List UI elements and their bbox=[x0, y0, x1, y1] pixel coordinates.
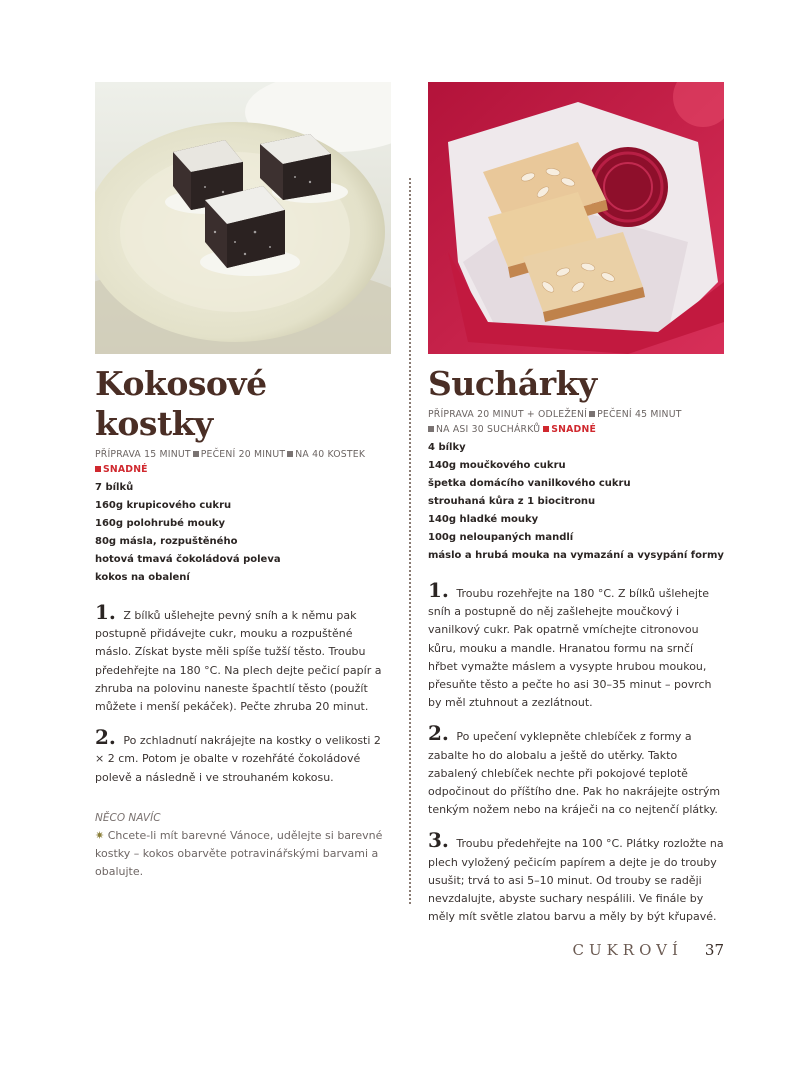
ingredient-item: 160g polohrubé mouky bbox=[95, 518, 226, 529]
ingredient-item: špetka domácího vanilkového cukru bbox=[428, 478, 631, 489]
section-name: CUKROVÍ bbox=[572, 941, 683, 959]
recipe-sucharky bbox=[428, 82, 724, 926]
separator-square-icon bbox=[428, 426, 434, 432]
ingredient-item: kokos na obalení bbox=[95, 572, 190, 583]
step bbox=[95, 725, 391, 787]
ingredient-item: hotová tmavá čokoládová poleva bbox=[95, 554, 281, 565]
difficulty: SNADNÉ bbox=[551, 424, 597, 435]
ingredient-item: 140g hladké mouky bbox=[428, 514, 539, 525]
step-number: 3. bbox=[428, 828, 449, 853]
step-text: Po zchladnutí nakrájejte na kostky o velikosti 2 × 2 cm. Potom je obalte v rozehřáté čokoládové polevě a následně i ve strouhaném kokosu. bbox=[95, 734, 381, 784]
coconut-cubes-photo bbox=[95, 82, 391, 354]
step bbox=[428, 721, 724, 819]
ingredient-item: 160g krupicového cukru bbox=[95, 500, 232, 511]
recipe-meta bbox=[428, 407, 724, 437]
recipe-meta bbox=[95, 447, 391, 477]
separator-square-icon bbox=[287, 451, 293, 457]
page-footer bbox=[572, 940, 724, 959]
ingredient-item: máslo a hrubá mouka na vymazání a vysypání formy bbox=[428, 550, 724, 561]
yield: NA 40 KOSTEK bbox=[295, 449, 366, 460]
tip-body bbox=[95, 827, 391, 882]
column-divider bbox=[409, 178, 411, 904]
tip-text: Chcete-li mít barevné Vánoce, udělejte si barevné kostky – kokos obarvěte potravinářskými barvami a obalujte. bbox=[95, 829, 383, 879]
step bbox=[428, 578, 724, 712]
step-number: 2. bbox=[95, 725, 116, 750]
recipe-title: Suchárky bbox=[428, 364, 597, 403]
star-icon: ✷ bbox=[95, 829, 105, 843]
step-text: Troubu rozehřejte na 180 °C. Z bílků ušlehejte sníh a postupně do něj zašlehejte moučkový i vanilkový cukr. Pak opatrně vmíchejte citronovou kůru, mouku a mandle. Hranatou formu na srnčí hřbet vymažte máslem a vysypte hrubou moukou, přesuňte těsto a pečte ho asi 30–35 minut – povrch by měl ztuhnout a zezlátnout. bbox=[428, 587, 712, 710]
step-text: Po upečení vyklepněte chlebíček z formy a zabalte ho do alobalu a ještě do utěrky. Takto zabalený chlebíček nechte při pokojové teplotě odpočinout do příštího dne. Pak ho nakrájejte ostrým tenkým nožem nebo na kráječi na co nejtenčí plátky. bbox=[428, 730, 721, 817]
ingredient-list bbox=[428, 439, 724, 565]
rusks-photo bbox=[428, 82, 724, 354]
separator-square-icon bbox=[589, 411, 595, 417]
ingredient-item: 4 bílky bbox=[428, 442, 466, 453]
separator-square-icon bbox=[193, 451, 199, 457]
step bbox=[95, 600, 391, 716]
prep-time: PŘÍPRAVA 15 MINUT bbox=[95, 449, 191, 460]
step-text: Troubu předehřejte na 100 °C. Plátky rozložte na plech vyložený pečicím papírem a dejte je do trouby usušit; trvá to asi 5–10 minut. Od trouby se raději nevzdalujte, abyste suchary nespálili. Ve finále by měly mít světle zlatou barvu a měly by být křupavé. bbox=[428, 837, 724, 924]
yield: NA ASI 30 SUCHÁRKŮ bbox=[436, 424, 541, 435]
step-number: 1. bbox=[95, 600, 116, 624]
ingredient-item: 80g másla, rozpuštěného bbox=[95, 536, 238, 547]
bake-time: PEČENÍ 45 MINUT bbox=[597, 409, 682, 420]
prep-time: PŘÍPRAVA 20 MINUT + ODLEŽENÍ bbox=[428, 409, 588, 420]
recipe-kokosove-kostky bbox=[95, 82, 391, 882]
step-number: 2. bbox=[428, 721, 449, 746]
step bbox=[428, 828, 724, 926]
tip-box bbox=[95, 809, 391, 882]
difficulty-square-icon bbox=[543, 426, 549, 432]
tip-title: NĚCO NAVÍC bbox=[95, 811, 161, 824]
bake-time: PEČENÍ 20 MINUT bbox=[200, 449, 286, 460]
difficulty-square-icon bbox=[95, 466, 101, 472]
step-text: Z bílků ušlehejte pevný sníh a k němu pak postupně přidávejte cukr, mouku a rozpuštěné máslo. Získat byste měli spíše tužší těsto. Troubu předehřejte na 180 °C. Na plech dejte pečicí papír a zhruba na polovinu naneste špachtlí těsto (použít můžete i menší pekáček). Pečte zhruba 20 minut. bbox=[95, 609, 382, 714]
page-number: 37 bbox=[704, 941, 724, 959]
ingredient-list bbox=[95, 479, 391, 587]
ingredient-item: 7 bílků bbox=[95, 482, 134, 493]
ingredient-item: 140g moučkového cukru bbox=[428, 460, 566, 471]
recipe-title: Kokosové kostky bbox=[95, 364, 267, 443]
difficulty: SNADNÉ bbox=[103, 464, 148, 475]
ingredient-item: 100g neloupaných mandlí bbox=[428, 532, 574, 543]
step-number: 1. bbox=[428, 578, 449, 602]
ingredient-item: strouhaná kůra z 1 biocitronu bbox=[428, 496, 596, 507]
